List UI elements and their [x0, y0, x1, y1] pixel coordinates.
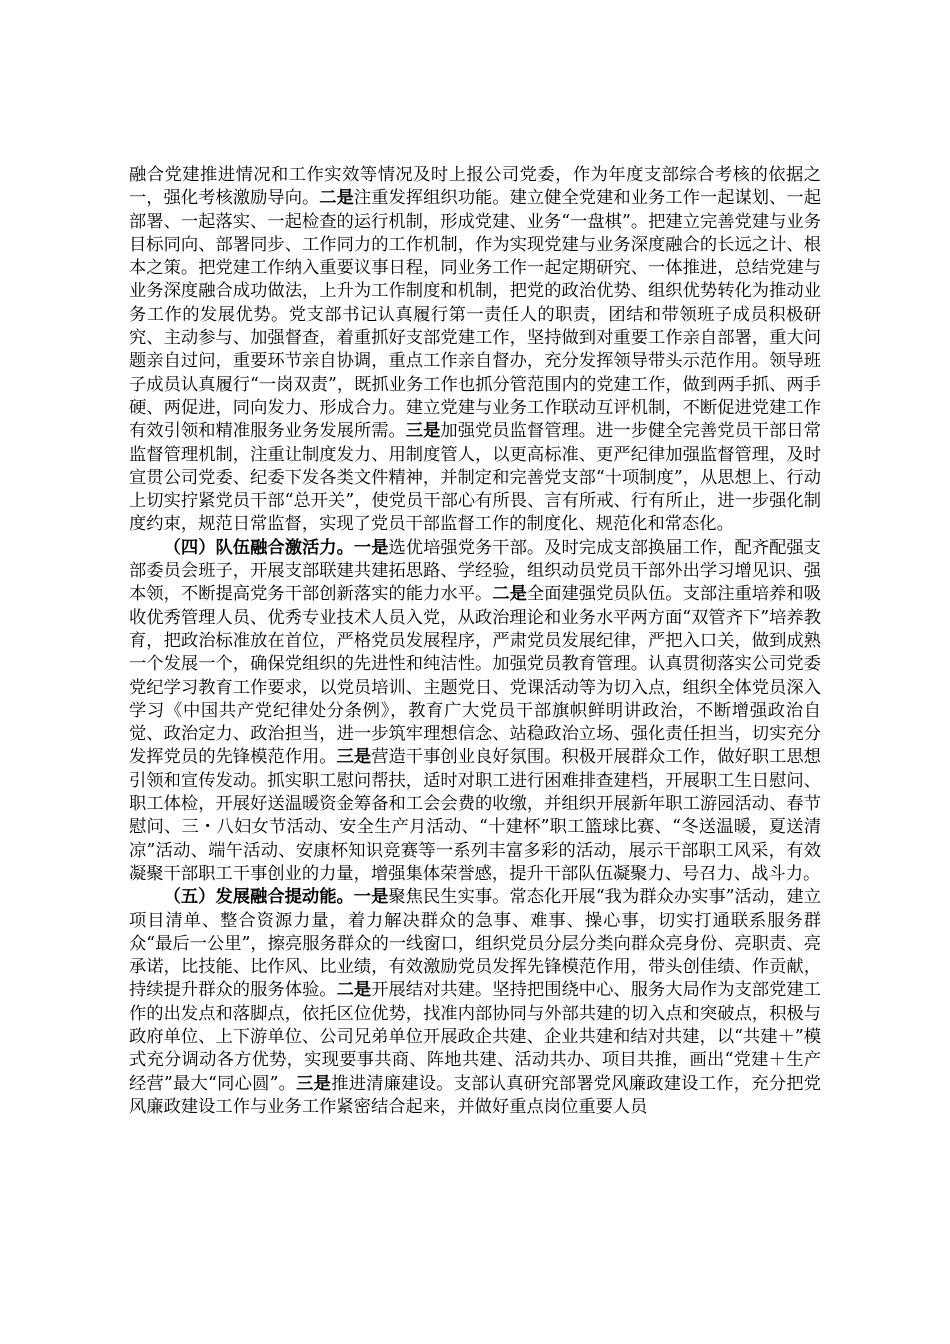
- emphasis-label: 二是: [492, 584, 527, 605]
- emphasis-label: 二是: [336, 980, 372, 1001]
- paragraph-text: 融合党建推进情况和工作实效等情况及时上报公司党委，作为年度支部综合考核的依据之一，强化考核激励导向。: [129, 165, 821, 209]
- paragraph-text: 营造干事创业良好氛围。积极开展群众工作，做好职工思想引领和宣传发动。抓实职工慰问帮扶，适时对职工进行困难排查建档，开展职工生日慰问、职工体检，开展好送温暖资金筹备和工会会费的收缴，并组织开展新年职工游园活动、春节慰问、三・八妇女节活动、安全生产月活动、“十建杯”职工篮球比赛、“冬送温暖，夏送清凉”活动、端午活动、安康杯知识竞赛等一系列丰富多彩的活动，展示干部职工风采，有效凝聚干部职工干事创业的力量，增强集体荣誉感，提升干部队伍凝聚力、号召力、战斗力。: [129, 747, 821, 884]
- emphasis-label: 三是: [405, 421, 441, 442]
- paragraph-text: 推进清廉建设。支部认真研究部署党风廉政建设工作，充分把党风廉政建设工作与业务工作紧密结合起来，并做好重点岗位重要人员: [129, 1073, 821, 1117]
- paragraph-text: 全面建强党员队伍。支部注重培养和吸收优秀管理人员、优秀专业技术人员入党，从政治理论和业务水平两方面“双管齐下”培养教育，把政治标准放在首位，严格党员发展程序，严肃党员发展纪律，严把入口关，做到成熟一个发展一个，确保党组织的先进性和纯洁性。加强党员教育管理。认真贯彻落实公司党委党纪学习教育工作要求，以党员培训、主题党日、党课活动等为切入点，组织全体党员深入学习《中国共产党纪律处分条例》，教育广大党员干部旗帜鲜明讲政治，不断增强政治自觉、政治定力、政治担当，进一步筑牢理想信念、站稳政治立场、强化责任担当，切实充分发挥党员的先锋模范作用。: [129, 584, 821, 768]
- paragraph-text: 选优培强党务干部。及时完成支部换届工作，配齐配强支部委员会班子，开展支部联建共建拓思路、学经验，组织动员党员干部外出学习增见识、强本领，不断提高党务干部创新落实的能力水平。: [129, 537, 821, 605]
- paragraph-text: 加强党员监督管理。进一步健全完善党员干部日常监督管理机制，注重让制度发力、用制度管人，以更高标准、更严纪律加强监督管理，及时宣贯公司党委、纪委下发各类文件精神，并制定和完善党支部“十项制度”，从思想上、行动上切实拧紧党员干部“总开关”，使党员干部心有所畏、言有所戒、行有所止，进一步强化制度约束，规范日常监督，实现了党员干部监督工作的制度化、规范化和常态化。: [129, 421, 821, 535]
- paragraph-development-integration: [129, 886, 821, 1119]
- emphasis-label: 一是: [353, 887, 389, 908]
- emphasis-label: 二是: [319, 188, 354, 209]
- emphasis-label: 三是: [296, 1073, 332, 1094]
- emphasis-label: 三是: [336, 747, 372, 768]
- section-heading: （五）发展融合提动能。: [163, 887, 354, 908]
- paragraph-text: 聚焦民生实事。常态化开展“我为群众办实事”活动，建立项目清单、整合资源力量，着力解决群众的急事、难事、操心事，切实打通联系服务群众“最后一公里”，擦亮服务群众的一线窗口，组织党员分层分类向群众亮身份、亮职责、亮承诺，比技能、比作风、比业绩，有效激励党员发挥先锋模范作用，带头创佳绩、作贡献，持续提升群众的服务体验。: [129, 887, 821, 1001]
- paragraph-team-integration: [129, 537, 821, 886]
- emphasis-label: 一是: [353, 537, 389, 558]
- paragraph-text: 开展结对共建。坚持把围绕中心、服务大局作为支部党建工作的出发点和落脚点，依托区位优势，找准内部协同与外部共建的切入点和突破点，积极与政府单位、上下游单位、公司兄弟单位开展政企共建、企业共建和结对共建，以“共建＋”模式充分调动各方优势，实现要事共商、阵地共建、活动共办、项目共推，画出“党建＋生产经营”最大“同心圆”。: [129, 980, 821, 1094]
- document-body: [129, 164, 821, 1119]
- paragraph-text: 注重发挥组织功能。建立健全党建和业务工作一起谋划、一起部署、一起落实、一起检查的运行机制，形成党建、业务“一盘棋”。把建立完善党建与业务目标同向、部署同步、工作同力的工作机制，作为实现党建与业务深度融合的长远之计、根本之策。把党建工作纳入重要议事日程，同业务工作一起定期研究、一体推进，总结党建与业务深度融合成功做法，上升为工作制度和机制，把党的政治优势、组织优势转化为推动业务工作的发展优势。党支部书记认真履行第一责任人的职责，团结和带领班子成员积极研究、主动参与、加强督查，着重抓好支部党建工作，坚持做到对重要工作亲自部署，重大问题亲自过问，重要环节亲自协调，重点工作亲自督办，充分发挥领导带头示范作用。领导班子成员认真履行“一岗双责”，既抓业务工作也抓分管范围内的党建工作，做到两手抓、两手硬、两促进，同向发力、形成合力。建立党建与业务工作联动互评机制，不断促进党建工作有效引领和精准服务业务发展所需。: [129, 188, 821, 442]
- section-heading: （四）队伍融合激活力。: [163, 537, 354, 558]
- paragraph-1: [129, 164, 821, 537]
